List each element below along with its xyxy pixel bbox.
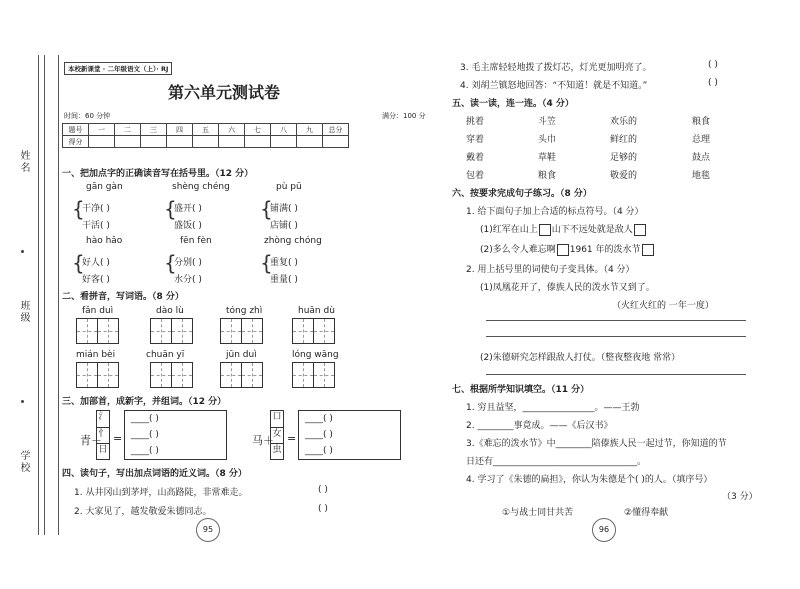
answer-line[interactable]: [486, 374, 746, 375]
radical-box: 口 女 虫: [270, 410, 284, 460]
brace-icon: {: [72, 197, 85, 221]
question-text: 1. 给下面句子加上合适的标点符号。（4 分）: [466, 207, 644, 217]
match-item[interactable]: 穿着: [466, 135, 485, 145]
binding-line: [38, 55, 39, 535]
tianzige-box[interactable]: [220, 362, 263, 388]
base-character: 青＋: [80, 434, 102, 447]
pinyin-prompt: mián bèi: [76, 350, 116, 360]
score-cell: 四: [167, 124, 193, 136]
word-item[interactable]: 盛饭( ): [174, 221, 202, 231]
pinyin-prompt: tóng zhì: [226, 306, 263, 316]
score-input[interactable]: [89, 136, 115, 148]
punctuation-box[interactable]: [539, 224, 551, 236]
sentence-item: 3. 毛主席轻轻地拨了拨灯芯，灯光更加明亮了。: [460, 63, 652, 73]
fill-item[interactable]: 3.《难忘的泼水节》中________陪傣族人民一起过节，你知道的节: [466, 439, 727, 449]
match-item[interactable]: 戴着: [466, 153, 485, 163]
score-cell: 九: [297, 124, 323, 136]
series-banner: 本校新课堂 · 二年级语文（上）· RJ: [64, 62, 172, 75]
answer-paren[interactable]: ( ): [708, 78, 718, 88]
match-item[interactable]: 斗笠: [538, 117, 557, 127]
brace-icon: {: [164, 197, 177, 221]
score-input[interactable]: [141, 136, 167, 148]
word-item[interactable]: 水分( ): [174, 275, 202, 285]
word-item[interactable]: 好人( ): [82, 258, 110, 268]
tianzige-box[interactable]: [292, 318, 335, 344]
answer-paren[interactable]: ( ): [318, 485, 328, 495]
tianzige-box[interactable]: [150, 362, 193, 388]
answer-line[interactable]: [486, 336, 746, 337]
fill-item[interactable]: 1. 穷且益坚，________________。——王勃: [466, 403, 640, 413]
word-item[interactable]: 铺满( ): [270, 204, 298, 214]
fill-item[interactable]: 2. ________事竟成。——《后汉书》: [466, 421, 613, 431]
binding-hole: [21, 250, 24, 253]
tianzige-box[interactable]: [292, 362, 335, 388]
question-text: (1)凤凰花开了，傣族人民的泼水节又到了。: [480, 283, 655, 293]
fill-item[interactable]: 4. 学习了《朱德的扁担》，你认为朱德是个( )的人。（填序号）: [466, 475, 713, 485]
section-4-title: 四、读句子，写出加点词语的近义词。（8 分）: [62, 469, 247, 479]
match-item[interactable]: 地毯: [692, 171, 711, 181]
question-text: (2)朱德研究怎样跟敌人打仗。（整夜整夜地 常常）: [480, 353, 681, 363]
option-item: ②懂得奉献: [624, 508, 669, 518]
section-2-title: 二、看拼音，写词语。（8 分）: [62, 292, 184, 302]
points-label: （3 分）: [722, 492, 758, 502]
score-input[interactable]: [115, 136, 141, 148]
punctuation-sentence: (2)多么令人难忘啊 1961 年的泼水节: [480, 242, 655, 256]
tianzige-box[interactable]: [150, 318, 193, 344]
name-label: 姓名: [18, 150, 29, 174]
page-title: 第六单元测试卷: [168, 83, 281, 102]
answer-paren[interactable]: ( ): [318, 504, 328, 514]
full-score-label: 满分：100 分: [382, 112, 426, 120]
class-label: 班级: [18, 300, 29, 324]
punctuation-sentence: (1)红军在山上 山下不远处就是敌人: [480, 222, 647, 236]
score-input[interactable]: [271, 136, 297, 148]
option-item: ①与战士同甘共苦: [502, 508, 574, 518]
score-cell: 七: [245, 124, 271, 136]
score-cell: 八: [271, 124, 297, 136]
score-cell: 总分: [323, 124, 349, 136]
word-item[interactable]: 干活( ): [82, 221, 110, 231]
match-item[interactable]: 鼓点: [692, 153, 711, 163]
page-number: 96: [592, 518, 616, 542]
match-item[interactable]: 粮食: [538, 171, 557, 181]
word-hint: （火红火红的 一年一度）: [612, 301, 714, 311]
match-item[interactable]: 总理: [692, 135, 711, 145]
punctuation-box[interactable]: [642, 244, 654, 256]
score-cell: 五: [193, 124, 219, 136]
pinyin-prompt: jūn duì: [226, 350, 257, 360]
pinyin-options: gān gàn: [86, 182, 123, 192]
match-item[interactable]: 足够的: [610, 153, 638, 163]
fill-item[interactable]: 日还有________________________________。: [466, 457, 647, 467]
match-item[interactable]: 粮食: [692, 117, 711, 127]
match-item[interactable]: 鲜红的: [610, 135, 638, 145]
tianzige-box[interactable]: [76, 318, 119, 344]
score-cell: 得分: [63, 136, 89, 148]
score-cell: 六: [219, 124, 245, 136]
base-character: 马＋: [252, 434, 274, 447]
section-3-title: 三、加部首，成新字，并组词。（12 分）: [62, 397, 227, 407]
pinyin-options: fēn fèn: [180, 236, 212, 246]
pinyin-prompt: chuān yī: [146, 350, 185, 360]
punctuation-box[interactable]: [634, 224, 646, 236]
answer-box[interactable]: ____( ) ____( ) ____( ): [124, 410, 227, 460]
punctuation-box[interactable]: [557, 244, 569, 256]
match-item[interactable]: 草鞋: [538, 153, 557, 163]
answer-box[interactable]: ____( ) ____( ) ____( ): [298, 410, 401, 460]
match-item[interactable]: 欢乐的: [610, 117, 638, 127]
equals-sign: =: [287, 432, 297, 445]
radical-box: 氵 忄 日: [96, 410, 110, 460]
tianzige-box[interactable]: [220, 318, 263, 344]
pinyin-options: zhòng chóng: [264, 236, 322, 246]
match-item[interactable]: 头巾: [538, 135, 557, 145]
tianzige-box[interactable]: [76, 362, 119, 388]
school-label: 学校: [18, 450, 29, 474]
score-cell: 一: [89, 124, 115, 136]
sentence-item: 1. 从井冈山到茅坪，山高路陡，非常难走。: [74, 488, 248, 498]
word-item[interactable]: 分别( ): [174, 258, 202, 268]
section-1-title: 一、把加点字的正确读音写在括号里。（12 分）: [62, 169, 254, 179]
score-input[interactable]: [297, 136, 323, 148]
match-item[interactable]: 包着: [466, 171, 485, 181]
brace-icon: {: [72, 251, 85, 275]
word-item[interactable]: 重复( ): [270, 258, 298, 268]
score-cell: 题号: [63, 124, 89, 136]
sentence-item: 2. 大家见了，越发敬爱朱德同志。: [74, 507, 212, 517]
score-input[interactable]: [245, 136, 271, 148]
score-cell: 三: [141, 124, 167, 136]
answer-paren[interactable]: ( ): [708, 60, 718, 70]
binding-line: [58, 55, 59, 535]
pinyin-prompt: dào lù: [156, 306, 184, 316]
pinyin-options: pù pū: [276, 182, 302, 192]
brace-icon: {: [260, 251, 273, 275]
word-item[interactable]: 好客( ): [82, 275, 110, 285]
pinyin-options: hào hǎo: [86, 236, 123, 246]
score-cell: 二: [115, 124, 141, 136]
question-text: 2. 用上括号里的词使句子变具体。（4 分）: [466, 265, 635, 275]
section-7-title: 七、根据所学知识填空。（11 分）: [452, 385, 590, 395]
answer-line[interactable]: [486, 320, 746, 321]
equals-sign: =: [113, 432, 123, 445]
section-5-title: 五、读一读，连一连。（4 分）: [452, 99, 574, 109]
pinyin-options: shèng chéng: [172, 182, 230, 192]
match-item[interactable]: 挑着: [466, 117, 485, 127]
pinyin-prompt: huān dù: [298, 306, 335, 316]
sentence-item: 4. 刘胡兰镇怒地回答：“不知道！就是不知道。”: [460, 81, 648, 91]
score-input[interactable]: [167, 136, 193, 148]
page-number: 95: [196, 518, 220, 542]
brace-icon: {: [164, 251, 177, 275]
section-6-title: 六、按要求完成句子练习。（8 分）: [452, 189, 592, 199]
score-input[interactable]: [219, 136, 245, 148]
word-item[interactable]: 干净( ): [82, 204, 110, 214]
brace-icon: {: [260, 197, 273, 221]
score-input[interactable]: [193, 136, 219, 148]
word-item[interactable]: 重量( ): [270, 275, 298, 285]
pinyin-prompt: fǎn duì: [82, 306, 114, 316]
binding-hole: [21, 400, 24, 403]
word-item[interactable]: 店铺( ): [270, 221, 298, 231]
score-input[interactable]: [323, 136, 349, 148]
time-label: 时间：60 分钟: [64, 112, 111, 120]
pinyin-prompt: lóng wāng: [292, 350, 339, 360]
match-item[interactable]: 敬爱的: [610, 171, 638, 181]
word-item[interactable]: 盛开( ): [174, 204, 202, 214]
binding-line: [44, 55, 45, 535]
score-table: [62, 123, 349, 148]
